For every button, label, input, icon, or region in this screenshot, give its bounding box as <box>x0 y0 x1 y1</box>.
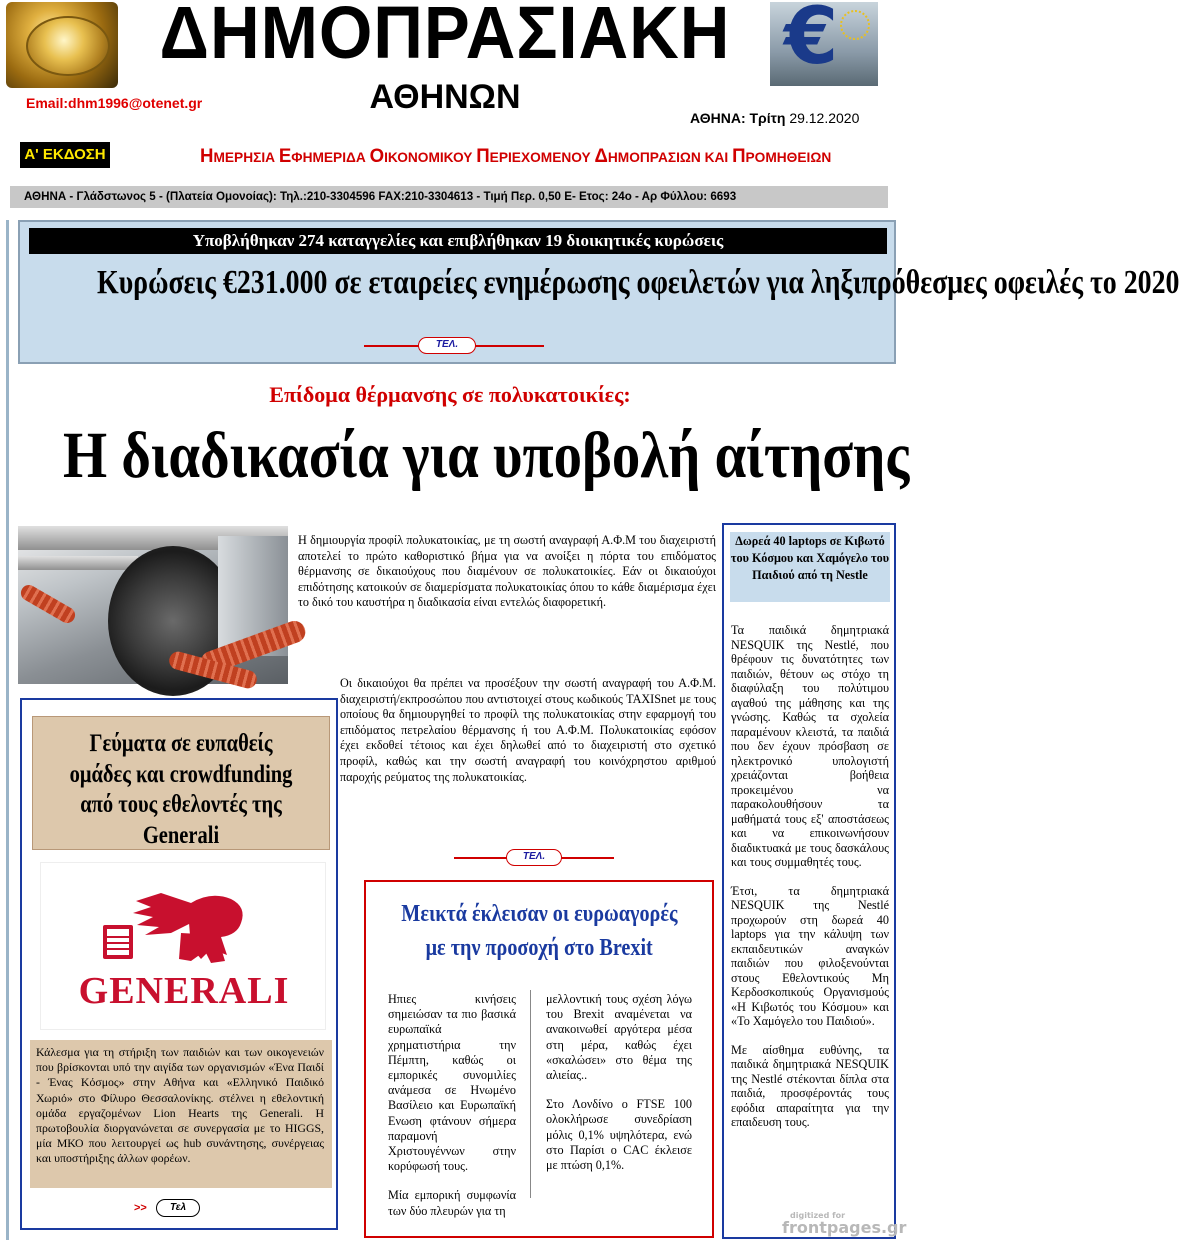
generali-text: Κάλεσμα για τη στήριξη των παιδιών και των οικογενειών που βρίσκονται υπό την αιγίδα των οργανισμών «Ένα Παιδί - Ένας Κόσμος» στην Αθήνα και «Ελληνικό Παιδικό Χωριό» στο Φίλυρο Θεσσαλονίκης. στέλνει η εθελοντική ομάδα εργαζομένων Lion Hearts της Generali. Η πρωτοβουλία διοργανώνεται σε συνεργασία με το HIGGS, μία ΜΚΟ που λειτουργεί ως hub συνάντησης, συνέργειας και υποστήριξης άλλων φορέων. <box>30 1040 332 1188</box>
end-mark: ΤΕΛ. <box>506 849 562 866</box>
end-mark: Τελ <box>156 1199 200 1217</box>
generali-logo-text: GENERALI <box>78 970 290 1012</box>
generali-logo <box>40 862 326 1030</box>
sidebar-text <box>731 623 889 1144</box>
issue-date <box>690 110 859 126</box>
tagline: ΗΜΕΡΗΣΙΑ ΕΦΗΜΕΡΙΔΑ ΟΙΚΟΝΟΜΙΚΟΥ ΠΕΡΙΕΧΟΜΕΝΟΥ ΔΗΜΟΠΡΑΣΙΩΝ ΚΑΙ ΠΡΟΜΗΘΕΙΩΝ <box>200 146 832 167</box>
left-rule <box>6 220 9 1240</box>
euro-story-right-column: μελλοντική τους σχέση λόγω του Brexit αναμένεται να ανακοινωθεί αργότερα μέσα στη μέρα, καθώς έχει «σκαλώσει» στο θέμα της αλιείας.. Στο Λονδίνο ο FTSE 100 ολοκλήρωσε συνεδρίαση μόλις 0,1% υψηλότερα, ενώ στο Παρίσι ο CAC έκλεισε με πτώση 0,1%. <box>546 992 692 1173</box>
main-story-paragraph-2: Οι δικαιούχοι θα πρέπει να προσέξουν την σωστή αναγραφή του Α.Φ.Μ. διαχειριστή/εκπροσώπου που αντιστοιχεί στους κωδικούς TAXISnet με τους οποίους θα δημιουργηθεί το προφίλ της πολυκατοικίας στην εφαρμογή του επιδόματος πετρελαίου θέρμανσης ή του Α.Φ.Μ. Πολυκατοικίας εφόσον έχει εκδοθεί τέτοιος και έχει δηλωθεί από το διαχειριστή στο σχετικό προφίλ, καθώς και την σωστή αναγραφή του κοινόχρηστου αριθμού παροχής ρεύματος της πολυκατοικίας. <box>340 676 716 784</box>
sidebar-paragraph: Τα παιδικά δημητριακά NESQUIK της Nestlé, που θρέφουν τις δυνατότητες των παιδιών, θέτουν ως στόχο τη διαφύλαξη του πολύτιμου αγαθού της μάθησης και της γνώσης. Καθώς τα σχολεία παραμένουν κλειστά, τα παιδιά που δεν έχουν πρόσβαση σε ηλεκτρονικό υπολογιστή χρειάζονται βοήθεια προκειμένου να παρακολουθήσουν τα μαθήματά τους εξ' αποστάσεως και να επικοινωνήσουν διαδικτυακά με τους δασκάλους και τους συμμαθητές τους. <box>731 623 889 869</box>
sidebar-paragraph: Έτσι, τα δημητριακά NESQUIK της Nestlé προχωρούν στη δωρεά 40 laptops για την κάλυψη των εκπαιδευτικών αναγκών παιδιών που φιλοξενούνται στους Εθελοντικούς Μη Κερδοσκοπικούς Οργανισμούς «Η Κιβωτός του Κόσμου» και «Το Χαμόγελο του Παιδιού». <box>731 883 889 1028</box>
top-story-kicker: Υποβλήθηκαν 274 καταγγελίες και επιβλήθηκαν 19 διοικητικές κυρώσεις <box>29 228 887 254</box>
tanker-truck-photo <box>18 526 288 684</box>
newspaper-title: ΔΗΜΟΠΡΑΣΙΑΚΗ <box>159 0 731 74</box>
newspaper-subtitle: ΑΘΗΝΩΝ <box>369 78 521 116</box>
info-bar: ΑΘΗΝΑ - Γλάδστωνος 5 - (Πλατεία Ομονοίας): Τηλ.:210-3304596 FAX:210-3304613 - Τιμή Περ. 0,50 Ε- Ετος: 24ο - Αρ Φύλλου: 6693 <box>10 186 888 208</box>
column-rule <box>530 990 531 1198</box>
end-mark: ΤΕΛ. <box>418 337 476 354</box>
continue-arrow: >> <box>134 1202 147 1214</box>
watermark: digitized for frontpages.gr <box>782 1211 907 1237</box>
main-story-headline: Η διαδικασία για υποβολή αίτησης <box>63 419 910 492</box>
main-story-paragraph-1: Η δημιουργία προφίλ πολυκατοικίας, με τη σωστή αναγραφή Α.Φ.Μ του διαχειριστή αποτελεί το πρώτο καθοριστικό βήμα για να ανοίξει η πόρτα του επιδόματος θέρμανσης σε δικαιούχους που διαμένουν σε πολυκατοικίες. Εάν οι δικαιούχοι επιδότησης κατοικούν σε διαμερίσματα πολυκατοικίας όπου το κάθε διαμέρισμα έχει το δικό του καυστήρα η διαδικασία είναι εντελώς διαφορετική. <box>298 533 716 610</box>
winged-lion-icon <box>41 863 327 1031</box>
main-story-kicker: Επίδομα θέρμανσης σε πολυκατοικίες: <box>269 382 631 407</box>
sidebar-headline: Δωρεά 40 laptops σε Κιβωτό του Κόσμου και Χαμόγελο του Παιδιού από τη Nestle <box>730 532 890 602</box>
euro-sign-icon: € <box>770 2 878 86</box>
date-value: 29.12.2020 <box>789 110 860 126</box>
euro-story-headline: Μεικτά έκλεισαν οι ευρωαγορές με την προσοχή στο Brexit <box>400 901 678 961</box>
euro-story-left-column: Ηπιες κινήσεις σημειώσαν τα πιο βασικά ευρωπαϊκά χρηματιστήρια την Πέμπτη, καθώς οι εμπορικές συνομιλίες ανάμεσα σε Ηνωμένο Βασίλειο και Ευρωπαϊκή Ενωση φτάνουν σήμερα παραμονή Χριστουγέννων στην κορύφωσή τους. Μία εμπορική συμφωνία των δύο πλευρών για τη <box>388 992 516 1218</box>
date-label: ΑΘΗΝΑ: Τρίτη <box>690 110 786 126</box>
gold-coins-icon <box>6 2 118 88</box>
generali-headline: Γεύματα σε ευπαθείς ομάδες και crowdfunding από τους εθελοντές της Generali <box>32 716 330 850</box>
top-story-headline: Κυρώσεις €231.000 σε εταιρείες ενημέρωσης οφειλετών για ληξιπρόθεσμες οφειλές το 2020 <box>97 264 1179 301</box>
email-link[interactable]: Email:dhm1996@otenet.gr <box>26 95 203 111</box>
sidebar-paragraph: Με αίσθημα ευθύνης, τα παιδικά δημητριακά NESQUIK της Nestlé στέκονται δίπλα στα παιδιά, προσφέροντάς τους εφόδια απαραίτητα για την επαιδευση τους. <box>731 1042 889 1129</box>
edition-badge: Α' ΕΚΔΟΣΗ <box>20 142 110 168</box>
